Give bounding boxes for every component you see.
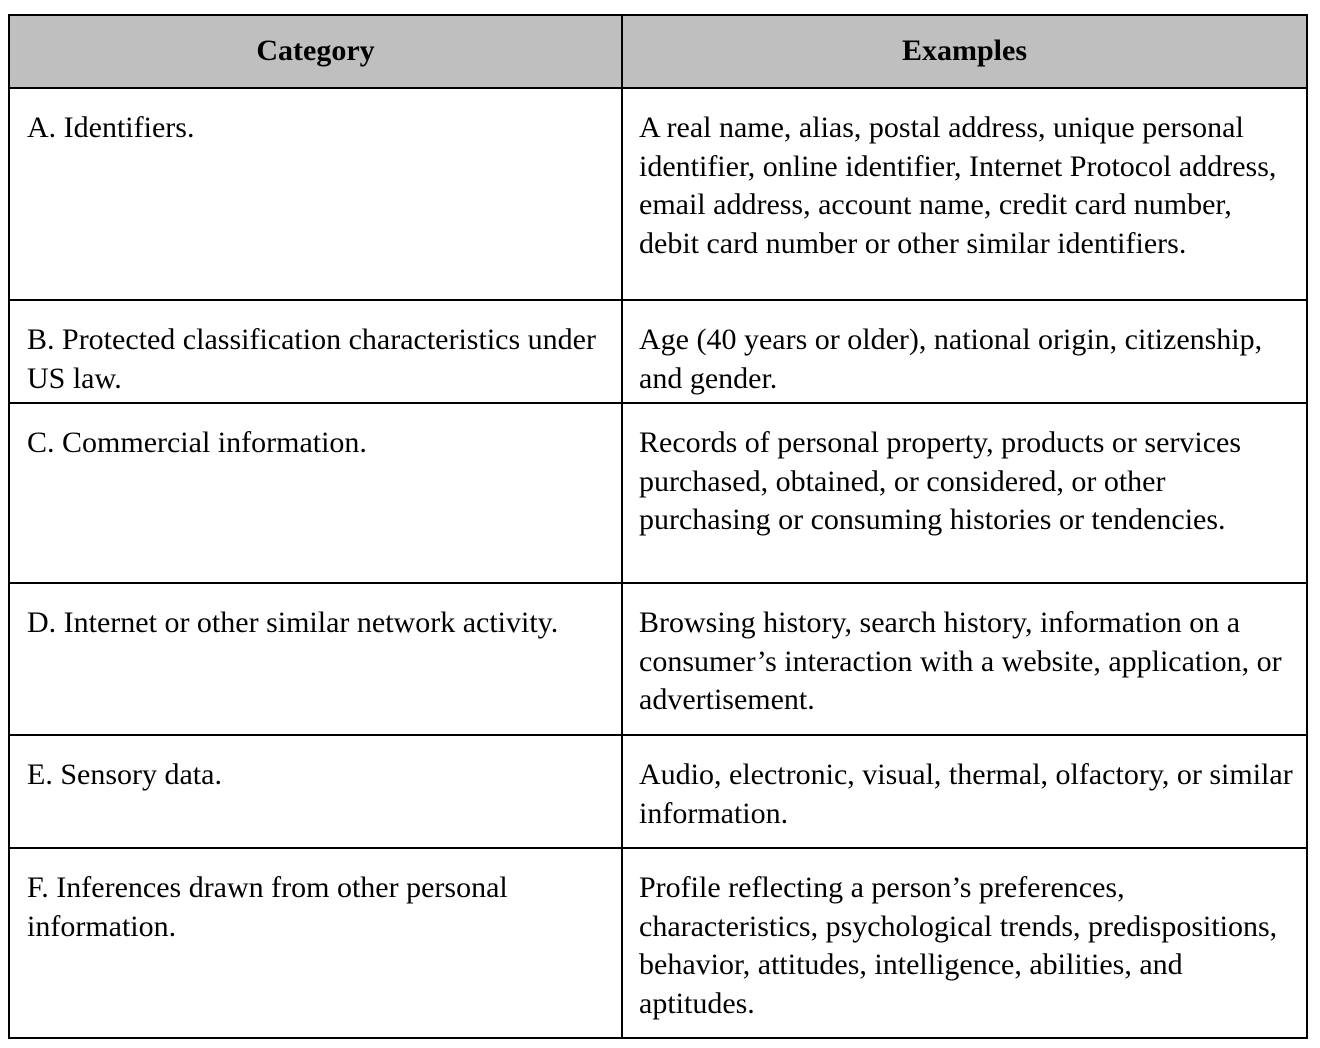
header-category: Category <box>9 15 622 88</box>
category-cell: D. Internet or other similar network activity. <box>9 583 622 735</box>
table-header-row <box>9 15 1307 88</box>
category-cell: A. Identifiers. <box>9 88 622 300</box>
table-row <box>9 88 1307 300</box>
examples-cell: Audio, electronic, visual, thermal, olfactory, or similar information. <box>622 735 1307 848</box>
table-row <box>9 735 1307 848</box>
examples-cell: A real name, alias, postal address, unique personal identifier, online identifier, Internet Protocol address, email address, account name, credit card number, debit card number or other similar identifiers. <box>622 88 1307 300</box>
table-row <box>9 583 1307 735</box>
category-cell: B. Protected classification characteristics under US law. <box>9 300 622 403</box>
table-row <box>9 300 1307 403</box>
data-categories-table <box>8 14 1308 1039</box>
table-row <box>9 403 1307 583</box>
examples-cell: Records of personal property, products or services purchased, obtained, or considered, or other purchasing or consuming histories or tendencies. <box>622 403 1307 583</box>
table-row <box>9 848 1307 1038</box>
category-cell: E. Sensory data. <box>9 735 622 848</box>
category-cell: F. Inferences drawn from other personal information. <box>9 848 622 1038</box>
examples-cell: Browsing history, search history, information on a consumer’s interaction with a website, application, or advertisement. <box>622 583 1307 735</box>
category-cell: C. Commercial information. <box>9 403 622 583</box>
examples-cell: Age (40 years or older), national origin, citizenship, and gender. <box>622 300 1307 403</box>
header-examples: Examples <box>622 15 1307 88</box>
examples-cell: Profile reflecting a person’s preferences, characteristics, psychological trends, predispositions, behavior, attitudes, intelligence, abilities, and aptitudes. <box>622 848 1307 1038</box>
